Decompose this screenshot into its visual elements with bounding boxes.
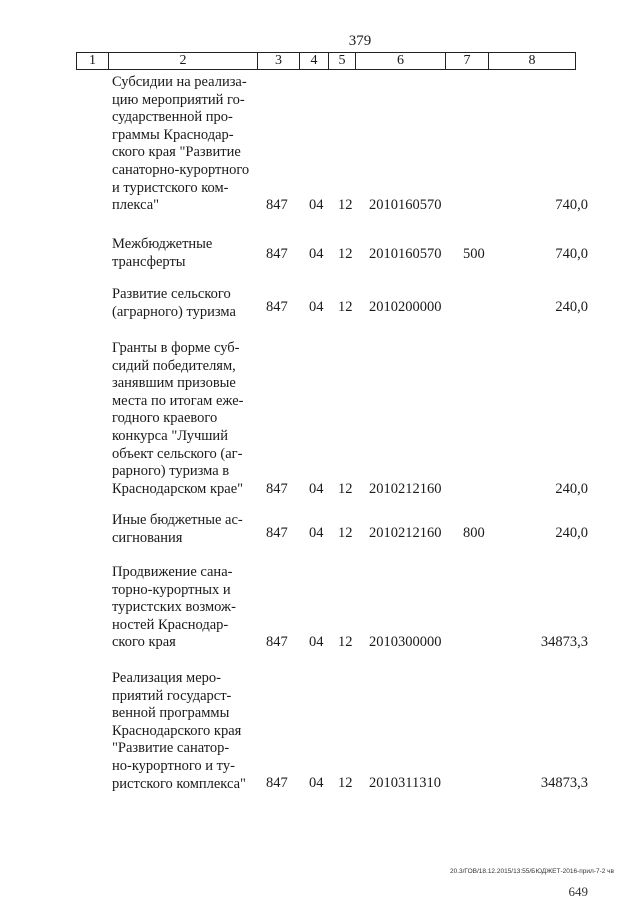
row-code-ministry: 847 [266,481,288,497]
column-header-row [77,53,576,70]
row-code-section: 04 [309,775,324,791]
row-code-target: 2010160570 [369,197,442,213]
row-code-ministry: 847 [266,775,288,791]
row-code-section: 04 [309,197,324,213]
row-code-target: 2010200000 [369,299,442,315]
row-code-subsection: 12 [338,299,353,315]
column-header-3: 3 [258,53,300,70]
row-description: Субсидии на реализа- цию мероприятий го- сударственной про- граммы Краснодар- ского края "Развитие санаторно-курортного и туристского ком- плекса" [112,74,250,214]
row-code-expense-type: 800 [463,525,485,541]
column-header-4: 4 [300,53,329,70]
row-code-subsection: 12 [338,246,353,262]
row-description: Гранты в форме суб- сидий победителям, занявшим призовые места по итогам еже- годного краевого конкурса "Лучший объект сельского (аг- рарного) туризма в Краснодарском крае" [112,340,244,497]
row-code-subsection: 12 [338,775,353,791]
row-amount: 740,0 [555,197,588,213]
row-code-ministry: 847 [266,197,288,213]
row-amount: 240,0 [555,299,588,315]
row-code-target: 2010212160 [369,481,442,497]
column-header-5: 5 [329,53,356,70]
column-header-7: 7 [446,53,489,70]
row-code-ministry: 847 [266,246,288,262]
row-description: Развитие сельского (аграрного) туризма [112,286,236,320]
row-amount: 740,0 [555,246,588,262]
row-code-target: 2010311310 [369,775,441,791]
row-description: Иные бюджетные ас- сигнования [112,512,243,546]
row-code-target: 2010300000 [369,634,442,650]
column-header-6: 6 [356,53,446,70]
footer-document-stamp: 20.3/ГОВ/18.12.2015/13:55/БЮДЖЕТ-2016-прил-7-2 чв [449,868,614,875]
column-header-2: 2 [109,53,258,70]
row-description: Продвижение сана- торно-курортных и туристских возмож- ностей Краснодар- ского края [112,564,236,651]
row-code-subsection: 12 [338,197,353,213]
row-amount: 240,0 [555,525,588,541]
row-amount: 34873,3 [540,775,588,791]
row-code-section: 04 [309,299,324,315]
row-code-expense-type: 500 [463,246,485,262]
row-code-target: 2010212160 [369,525,442,541]
row-code-subsection: 12 [338,481,353,497]
row-code-subsection: 12 [338,634,353,650]
column-header-table [76,52,576,70]
row-code-ministry: 847 [266,525,288,541]
footer-page-number: 649 [568,884,588,899]
page-top-number: 379 [348,33,372,49]
row-code-section: 04 [309,634,324,650]
row-code-section: 04 [309,481,324,497]
row-description: Реализация меро- приятий государст- венной программы Краснодарского края "Развитие санатор- но-курортного и ту- ристского комплекса" [112,670,246,792]
column-header-8: 8 [489,53,576,70]
row-code-ministry: 847 [266,634,288,650]
row-code-section: 04 [309,525,324,541]
column-header-1: 1 [77,53,109,70]
row-description: Межбюджетные трансферты [112,236,213,270]
row-amount: 240,0 [555,481,588,497]
row-code-subsection: 12 [338,525,353,541]
row-code-section: 04 [309,246,324,262]
row-code-ministry: 847 [266,299,288,315]
row-amount: 34873,3 [540,634,588,650]
row-code-target: 2010160570 [369,246,442,262]
